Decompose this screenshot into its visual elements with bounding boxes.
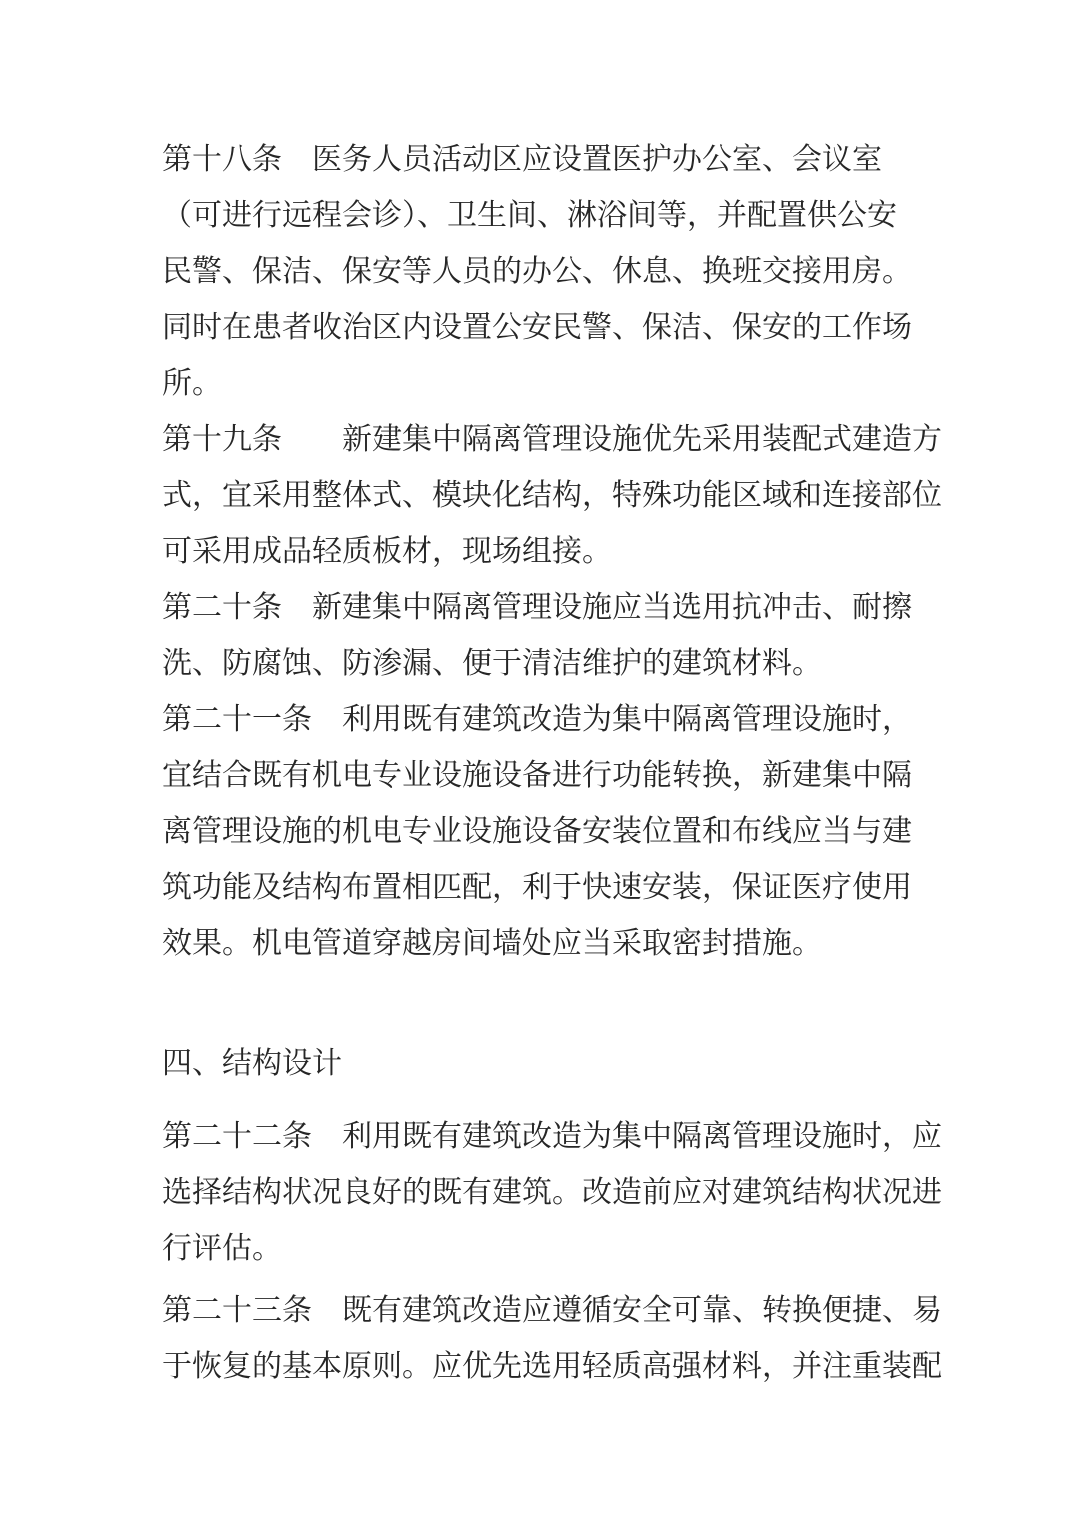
article-22-line-3: 行评估。: [162, 1232, 282, 1265]
article-19-line-3: 可采用成品轻质板材，现场组接。: [162, 535, 612, 568]
article-18-line-5: 所。: [162, 367, 222, 400]
article-19-line-1: 第十九条 新建集中隔离管理设施优先采用装配式建造方: [162, 423, 942, 456]
article-20-line-1: 第二十条 新建集中隔离管理设施应当选用抗冲击、耐擦: [162, 591, 912, 624]
article-21-line-3: 离管理设施的机电专业设施设备安装位置和布线应当与建: [162, 815, 912, 848]
article-18: [162, 132, 924, 412]
article-19-line-2: 式，宜采用整体式、模块化结构，特殊功能区域和连接部位: [162, 479, 942, 512]
article-22-line-2: 选择结构状况良好的既有建筑。改造前应对建筑结构状况进: [162, 1176, 942, 1209]
article-23: [162, 1283, 942, 1395]
section-heading-structural-design: [162, 1036, 924, 1092]
article-18-line-4: 同时在患者收治区内设置公安民警、保洁、保安的工作场: [162, 311, 912, 344]
article-21-line-1: 第二十一条 利用既有建筑改造为集中隔离管理设施时，: [162, 703, 912, 736]
section-heading-text: 四、结构设计: [162, 1047, 342, 1080]
article-22-line-1: 第二十二条 利用既有建筑改造为集中隔离管理设施时，应: [162, 1120, 942, 1153]
document-text-block: [162, 132, 942, 1395]
article-20: [162, 580, 924, 692]
article-18-line-2: （可进行远程会诊）、卫生间、淋浴间等，并配置供公安: [162, 199, 897, 232]
article-18-line-1: 第十八条 医务人员活动区应设置医护办公室、会议室: [162, 143, 882, 176]
article-18-line-3: 民警、保洁、保安等人员的办公、休息、换班交接用房。: [162, 255, 912, 288]
article-21-line-4: 筑功能及结构布置相匹配，利于快速安装，保证医疗使用: [162, 871, 912, 904]
article-21: [162, 692, 924, 972]
article-21-line-5: 效果。机电管道穿越房间墙处应当采取密封措施。: [162, 927, 822, 960]
article-23-line-1: 第二十三条 既有建筑改造应遵循安全可靠、转换便捷、易: [162, 1294, 942, 1327]
article-20-line-2: 洗、防腐蚀、防渗漏、便于清洁维护的建筑材料。: [162, 647, 822, 680]
article-19: [162, 412, 942, 580]
article-22: [162, 1109, 942, 1277]
article-23-line-2: 于恢复的基本原则。应优先选用轻质高强材料，并注重装配: [162, 1350, 942, 1383]
article-21-line-2: 宜结合既有机电专业设施设备进行功能转换，新建集中隔: [162, 759, 912, 792]
